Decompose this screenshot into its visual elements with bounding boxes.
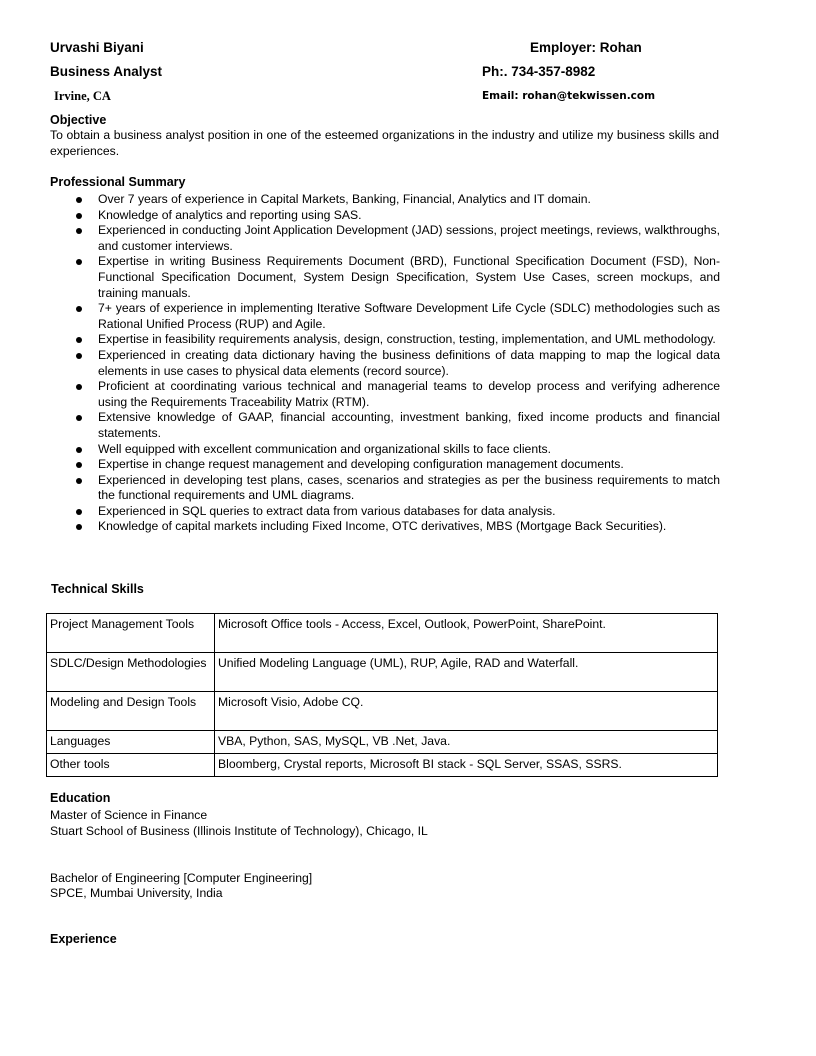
bullet-icon [76,509,82,515]
list-item: Expertise in change request management and developing configuration management documents. [50,457,720,473]
list-item: Over 7 years of experience in Capital Markets, Banking, Financial, Analytics and IT domain. [50,192,720,208]
location: Irvine, CA [54,89,111,103]
bullet-icon [76,337,82,343]
bullet-icon [76,259,82,265]
list-item: Experienced in SQL queries to extract data from various databases for data analysis. [50,504,720,520]
email: Email: rohan@tekwissen.com [482,90,656,102]
skill-category: SDLC/Design Methodologies [47,653,215,692]
summary-heading: Professional Summary [50,175,186,189]
skill-tools: VBA, Python, SAS, MySQL, VB .Net, Java. [215,731,718,754]
school-masters: Stuart School of Business (Illinois Institute of Technology), Chicago, IL [50,824,428,838]
skill-category: Modeling and Design Tools [47,692,215,731]
table-row [47,653,718,692]
objective-text: To obtain a business analyst position in one of the esteemed organizations in the industry and utilize my business skills and experiences. [50,128,719,158]
list-item: Knowledge of capital markets including Fixed Income, OTC derivatives, MBS (Mortgage Back Securities). [50,519,720,535]
table-row [47,692,718,731]
bullet-icon [76,415,82,421]
skills-table [46,613,718,777]
skill-tools: Microsoft Visio, Adobe CQ. [215,692,718,731]
bullet-icon [76,353,82,359]
bullet-icon [76,213,82,219]
skill-category: Project Management Tools [47,614,215,653]
summary-list [50,192,720,535]
table-row [47,614,718,653]
bullet-icon [76,478,82,484]
list-item: Experienced in conducting Joint Application Development (JAD) sessions, project meetings, reviews, walkthroughs, and customer interviews. [50,223,720,254]
bullet-icon [76,447,82,453]
list-item: Extensive knowledge of GAAP, financial accounting, investment banking, fixed income products and financial statements. [50,410,720,441]
list-item: Expertise in writing Business Requirements Document (BRD), Functional Specification Document (FSD), Non-Functional Specification Document, System Design Specification, System Use Cases, screen mockups, and training manuals. [50,254,720,301]
bullet-icon [76,384,82,390]
candidate-name: Urvashi Biyani [50,40,144,55]
education-heading: Education [50,791,111,805]
degree-bachelors: Bachelor of Engineering [Computer Engineering] [50,871,313,885]
bullet-icon [76,228,82,234]
skill-tools: Unified Modeling Language (UML), RUP, Agile, RAD and Waterfall. [215,653,718,692]
skills-heading: Technical Skills [51,582,144,596]
degree-masters: Master of Science in Finance [50,808,208,822]
experience-heading: Experience [50,932,117,946]
skill-category: Languages [47,731,215,754]
list-item: 7+ years of experience in implementing Iterative Software Development Life Cycle (SDLC) methodologies such as Rational Unified Process (RUP) and Agile. [50,301,720,332]
bullet-icon [76,197,82,203]
objective-heading: Objective [50,113,107,127]
list-item: Proficient at coordinating various technical and managerial teams to develop process and verifying adherence using the Requirements Traceability Matrix (RTM). [50,379,720,410]
skill-category: Other tools [47,754,215,777]
bullet-icon [76,524,82,530]
list-item: Expertise in feasibility requirements analysis, design, construction, testing, implementation, and UML methodology. [50,332,720,348]
list-item: Experienced in developing test plans, cases, scenarios and strategies as per the business requirements to match the functional requirements and UML diagrams. [50,473,720,504]
list-item: Well equipped with excellent communication and organizational skills to face clients. [50,442,720,458]
skill-tools: Bloomberg, Crystal reports, Microsoft BI stack - SQL Server, SSAS, SSRS. [215,754,718,777]
bullet-icon [76,462,82,468]
employer: Employer: Rohan [530,40,642,55]
list-item: Experienced in creating data dictionary having the business definitions of data mapping to map the logical data elements in use cases to physical data elements (record source). [50,348,720,379]
skill-tools: Microsoft Office tools - Access, Excel, Outlook, PowerPoint, SharePoint. [215,614,718,653]
table-row [47,754,718,777]
bullet-icon [76,306,82,312]
table-row [47,731,718,754]
job-title: Business Analyst [50,64,163,79]
list-item: Knowledge of analytics and reporting using SAS. [50,208,720,224]
school-bachelors: SPCE, Mumbai University, India [50,886,223,900]
phone: Ph:. 734-357-8982 [482,64,596,79]
